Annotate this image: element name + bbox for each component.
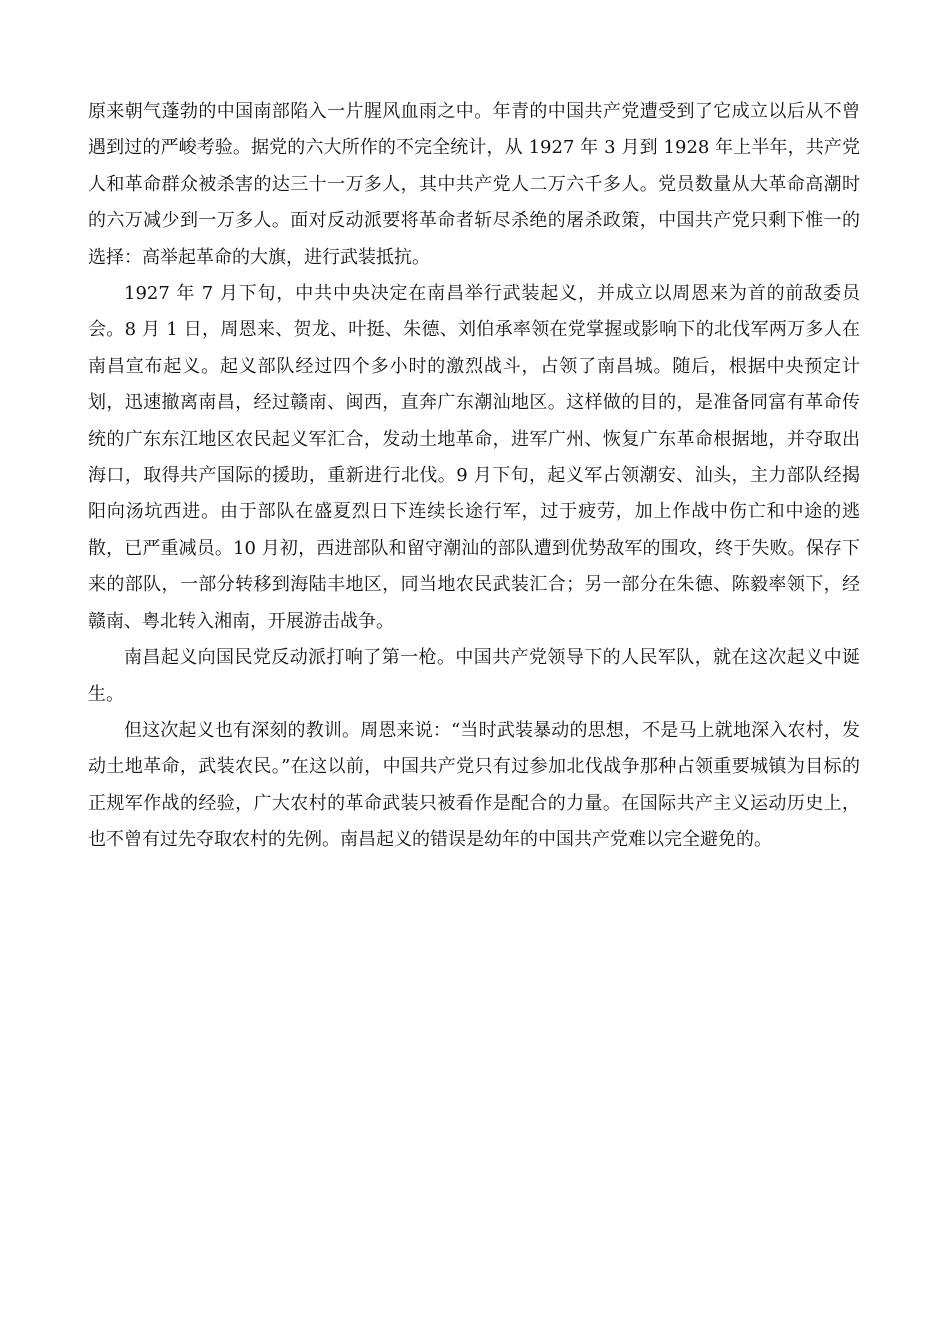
paragraph-4: 但这次起义也有深刻的教训。周恩来说：“当时武装暴动的思想，不是马上就地深入农村，发动土地革命，武装农民。”在这以前，中国共产党只有过参加北伐战争那种占领重要城镇为目标的正规军作战的经验，广大农村的革命武装只被看作是配合的力量。在国际共产主义运动历史上，也不曾有过先夺取农村的先例。南昌起义的错误是幼年的中国共产党难以完全避免的。 [88, 719, 860, 851]
paragraph-3: 南昌起义向国民党反动派打响了第一枪。中国共产党领导下的人民军队，就在这次起义中诞生。 [88, 647, 860, 705]
paragraph-1: 原来朝气蓬勃的中国南部陷入一片腥风血雨之中。年青的中国共产党遭受到了它成立以后从不曾遇到过的严峻考验。据党的六大所作的不完全统计，从 1927 年 3 月到 1928 年上半年，共产党人和革命群众被杀害的达三十一万多人，其中共产党人二万六千多人。党员数量从大革命高潮时的六万减少到一万多人。面对反动派要将革命者斩尽杀绝的屠杀政策，中国共产党只剩下惟一的选择：高举起革命的大旗，进行武装抵抗。 [88, 101, 860, 268]
paragraph-2: 1927 年 7 月下旬，中共中央决定在南昌举行武装起义，并成立以周恩来为首的前敌委员会。8 月 1 日，周恩来、贺龙、叶挺、朱德、刘伯承率领在党掌握或影响下的北伐军两万多人在南昌宣布起义。起义部队经过四个多小时的激烈战斗，占领了南昌城。随后，根据中央预定计划，迅速撤离南昌，经过赣南、闽西，直奔广东潮汕地区。这样做的目的，是准备同富有革命传统的广东东江地区农民起义军汇合，发动土地革命，进军广州、恢复广东革命根据地，并夺取出海口，取得共产国际的援助，重新进行北伐。9 月下旬，起义军占领潮安、汕头，主力部队经揭阳向汤坑西进。由于部队在盛夏烈日下连续长途行军，过于疲劳，加上作战中伤亡和中途的逃散，已严重减员。10 月初，西进部队和留守潮汕的部队遭到优势敌军的围攻，终于失败。保存下来的部队，一部分转移到海陆丰地区，同当地农民武装汇合；另一部分在朱德、陈毅率领下，经赣南、粤北转入湘南，开展游击战争。 [88, 283, 860, 632]
document-body [88, 94, 860, 859]
